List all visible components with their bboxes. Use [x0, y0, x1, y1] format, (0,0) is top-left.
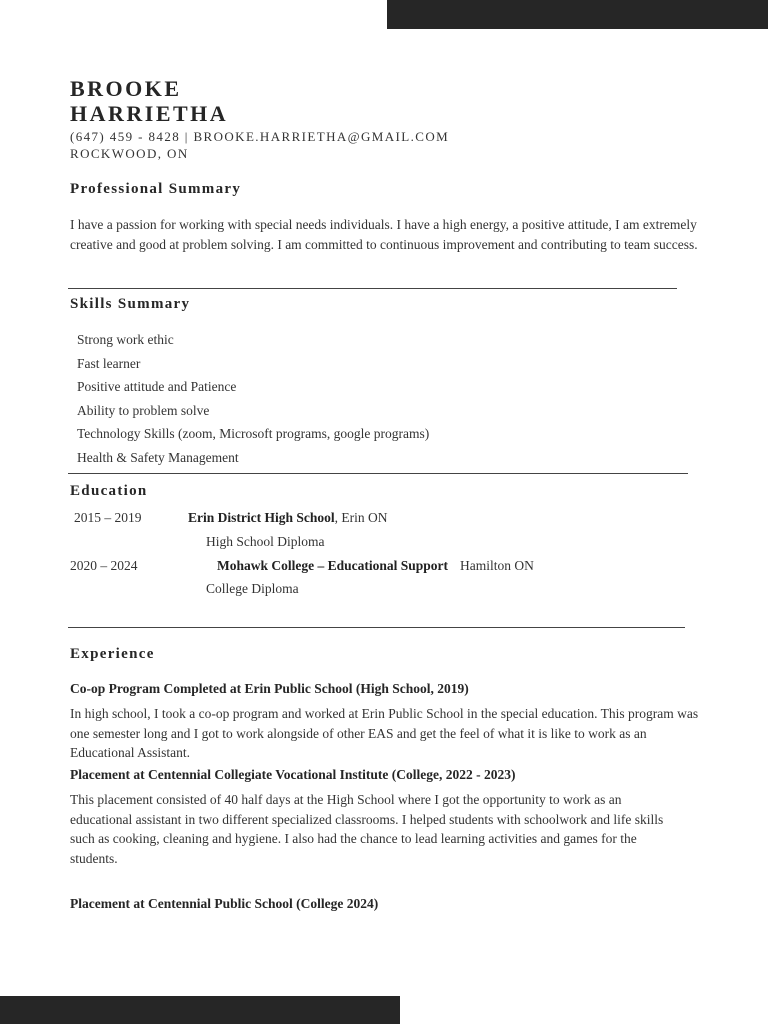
skill-item: Positive attitude and Patience — [77, 379, 237, 394]
experience-description: In high school, I took a co-op program and worked at Erin Public School in the special education. This program was one semester long and I got to work alongside of other EAS and get the feel of what it is like to work as an Educational Assistant. — [70, 706, 699, 760]
experience-title: Placement at Centennial Collegiate Vocational Institute (College, 2022 - 2023) — [70, 767, 516, 782]
candidate-name — [70, 76, 228, 126]
skill-item: Ability to problem solve — [77, 402, 210, 418]
decorative-bottom-bar — [0, 996, 400, 1024]
school-name: Mohawk College – Educational Support — [217, 558, 449, 573]
skill-item: Fast learner — [77, 355, 141, 371]
name-line-last: HARRIETHA — [70, 101, 229, 126]
phone-email: (647) 459 - 8428 | BROOKE.HARRIETHA@GMAIL.COM — [70, 129, 450, 144]
education-years: 2020 – 2024 — [70, 558, 138, 573]
skills-list — [77, 330, 429, 471]
contact-info — [70, 128, 449, 162]
location: ROCKWOOD, ON — [70, 146, 189, 161]
experience-title: Co-op Program Completed at Erin Public School (High School, 2019) — [70, 681, 469, 696]
skill-item: Health & Safety Management — [77, 449, 239, 465]
education-school — [188, 510, 388, 526]
skill-item: Technology Skills (zoom, Microsoft programs, google programs) — [77, 426, 430, 441]
experience-heading: Experience — [70, 646, 155, 662]
skills-summary-heading: Skills Summary — [70, 296, 191, 312]
school-name: Erin District High School — [188, 510, 335, 525]
education-years: 2015 – 2019 — [74, 510, 142, 525]
experience-description: This placement consisted of 40 half days at the High School where I got the opportunity to work as an educational assistant in two different specialized classrooms. I helped students with schoolwork and life skills such as cooking, cleaning and hygiene. I also had the chance to lead learning activities and games for the students. — [70, 792, 664, 866]
skill-item: Strong work ethic — [77, 332, 174, 347]
education-school — [217, 558, 534, 574]
section-divider — [68, 288, 677, 289]
section-divider — [68, 627, 685, 628]
experience-title: Placement at Centennial Public School (College 2024) — [70, 896, 379, 911]
education-credential: High School Diploma — [206, 534, 325, 549]
section-divider — [68, 473, 688, 474]
name-line-first: BROOKE — [70, 76, 182, 101]
school-location: , Erin ON — [334, 510, 388, 525]
education-heading: Education — [70, 483, 148, 499]
school-location: Hamilton ON — [460, 558, 534, 573]
professional-summary-heading: Professional Summary — [70, 181, 242, 197]
professional-summary-text: I have a passion for working with special needs individuals. I have a high energy, a positive attitude, I am extremely creative and good at problem solving. I am committed to continuous improvement and contributing to team success. — [70, 217, 698, 252]
education-credential: College Diploma — [206, 581, 299, 596]
decorative-top-bar — [387, 0, 768, 29]
